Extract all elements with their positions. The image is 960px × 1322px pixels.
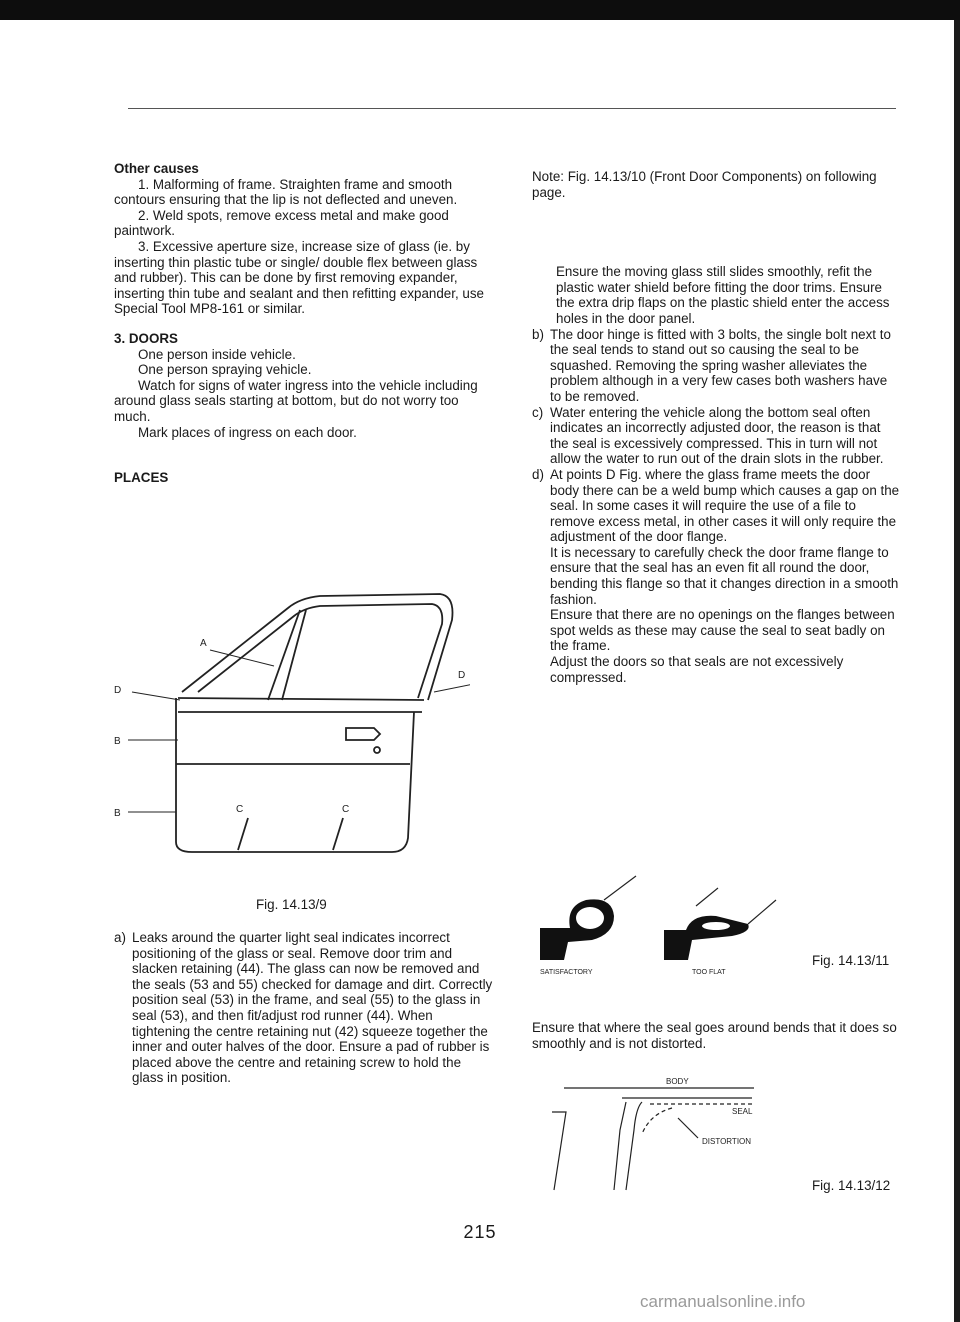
header-rule <box>128 108 896 109</box>
label-c2: C <box>342 804 350 815</box>
note-text: Note: Fig. 14.13/10 (Front Door Components) on following page. <box>532 169 877 200</box>
seal-distortion-fig-12 <box>540 1070 800 1200</box>
places-heading: PLACES <box>114 470 169 486</box>
label-too-flat: TOO FLAT <box>692 969 726 976</box>
scan-top-border <box>0 0 960 20</box>
fig-9-caption: Fig. 14.13/9 <box>256 897 327 912</box>
label-body: BODY <box>666 1077 689 1086</box>
item-a-text: Leaks around the quarter light seal indicates incorrect positioning of the glass or seal. Remove door trim and slacken retaining (44). The glass can now be removed and the seals (53 and 55) checked for damage and dirt. Correctly position seal (53) in the frame, and seal (55) to the glass in seal (53), and then fit/adjust rod runner (44). When tightening the centre retaining nut (42) squeeze together the inner and outer halves of the door. Ensure a pad of rubber is placed above the centre and retaining screw to hold the glass in position. <box>132 930 493 1086</box>
leader-line-d-right <box>434 684 470 692</box>
other-cause-2: 2. Weld spots, remove excess metal and make good paintwork. <box>114 207 449 239</box>
label-b-lower: B <box>114 808 121 819</box>
doors-step-1: One person inside vehicle. <box>138 346 296 362</box>
label-satisfactory: SATISFACTORY <box>540 969 593 976</box>
item-b-text: The door hinge is fitted with 3 bolts, the single bolt next to the seal tends to stand out so causing the seal to be squashed. Removing the spring washer alleviates the problem although in a very few cases both washers have to be removed. <box>550 326 891 404</box>
fig-12-caption: Fig. 14.13/12 <box>812 1178 891 1193</box>
satisfactory-seal-icon <box>540 876 636 960</box>
bends-text: Ensure that where the seal goes around bends that it does so smoothly and is not distorted. <box>532 1020 897 1051</box>
item-c-label: c) <box>532 404 544 420</box>
item-d-label: d) <box>532 466 544 482</box>
doors-step-4: Mark places of ingress on each door. <box>138 424 357 440</box>
doors-heading: 3. DOORS <box>114 330 178 346</box>
item-d-text-4: Adjust the doors so that seals are not excessively compressed. <box>550 654 844 685</box>
item-d-text-2: It is necessary to carefully check the door frame flange to ensure that the seal has an even fit all round the door, bending this flange so that it changes direction in a smooth fashion. <box>550 544 899 607</box>
item-b-label: b) <box>532 326 544 342</box>
label-c1: C <box>236 804 244 815</box>
item-d-text-3: Ensure that there are no openings on the flanges between spot welds as these may cause the seal to seat badly on the frame. <box>550 607 895 654</box>
leader-line-a <box>210 650 274 666</box>
ensure-glass-text: Ensure the moving glass still slides smoothly, refit the plastic water shield before fitting the door trims. Ensure the extra drip flaps on the plastic shield enter the access holes in the door panel. <box>556 264 890 326</box>
seal-profile-fig-11 <box>526 870 786 980</box>
label-d-right: D <box>458 670 466 681</box>
other-cause-1: 1. Malforming of frame. Straighten frame and smooth contours ensuring that the lip is not deflected and uneven. <box>114 176 458 208</box>
watermark: carmanualsonline.info <box>640 1292 806 1311</box>
door-diagram-fig-9 <box>110 580 470 860</box>
fig-11-caption: Fig. 14.13/11 <box>812 953 890 968</box>
doors-step-3: Watch for signs of water ingress into the vehicle including around glass seals starting at bottom, but do not worry too much. <box>114 377 478 424</box>
label-b-upper: B <box>114 736 121 747</box>
item-c-text: Water entering the vehicle along the bottom seal often indicates an incorrectly adjusted door, the reason is that the seal is excessively compressed. This in turn will not allow the water to run out of the drain slots in the rubber. <box>550 404 884 467</box>
label-d-left: D <box>114 685 122 696</box>
too-flat-seal-icon <box>664 888 776 960</box>
page-number: 215 <box>463 1222 497 1242</box>
right-column <box>532 169 900 685</box>
item-d-text: At points D Fig. where the glass frame meets the door body there can be a weld bump which causes a gap on the seal. In some cases it will require the use of a file to remove excess metal, in other cases it will only require the adjustment of the door flange. <box>550 466 900 545</box>
doors-step-2: One person spraying vehicle. <box>138 362 312 378</box>
left-column <box>114 161 494 486</box>
other-causes-heading: Other causes <box>114 161 199 176</box>
label-a: A <box>200 638 207 649</box>
other-cause-3: 3. Excessive aperture size, increase size of glass (ie. by inserting thin plastic tube or single/ double flex between glass and rubber). This can be done by first removing expander, inserting thin tube and sealant and then refitting expander, use Special Tool MP8-161 or similar. <box>114 238 484 317</box>
left-item-a <box>114 930 494 1086</box>
item-a-label: a) <box>114 930 126 945</box>
label-distortion: DISTORTION <box>702 1137 752 1146</box>
label-seal: SEAL <box>732 1107 753 1116</box>
leader-line-d-left <box>132 692 180 700</box>
bends-paragraph <box>532 1020 900 1051</box>
scan-right-edge <box>954 20 960 1322</box>
